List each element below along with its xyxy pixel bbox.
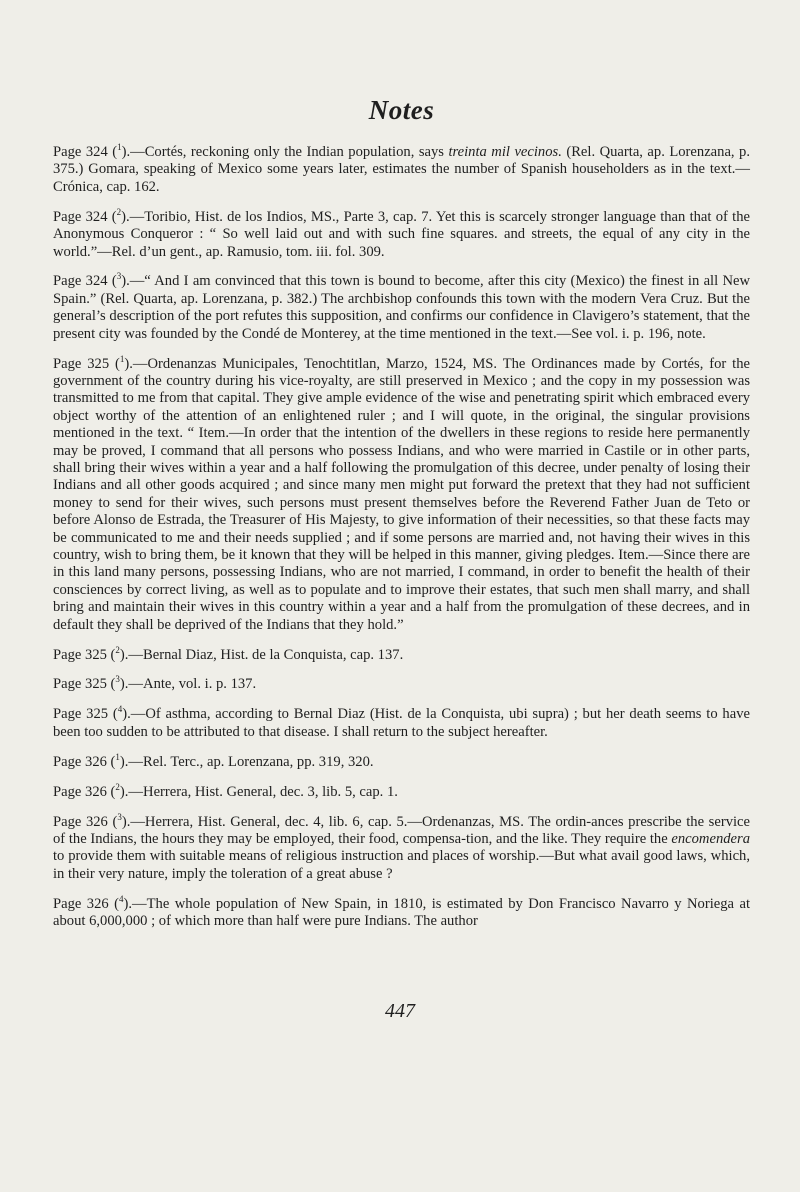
- note-text: ).—Ordenanzas Municipales, Tenochtitlan, Marzo, 1524, MS. The Ordinances made by Cortés, for the government of the country during his vice-royalty, are still preserved in Mexico ; and the copy in my possession was transmitted to me from that capital. They give ample evidence of the wise and penetrating spirit which embraced every object worthy of the attention of an enlightened ruler ; and I will quote, in the original, the singular provisions mentioned in the text. “ Item.—In order that the intention of the dwellers in these regions to reside here permanently may be proved, I command that all persons who possess Indians, and who were married in Castile or in other parts, shall bring their wives within a year and a half following the promulgation of this decree, under penalty of losing their Indians and all other goods acquired ; and since many men might put forward the pretext that they had not sufficient money to send for their wives, such persons must present themselves before the Reverend Father Juan de Teto or before Alonso de Estrada, the Treasurer of His Majesty, to give information of their necessities, so that these facts may be communicated to me and their needs supplied ; and if some persons are married and, not having their wives in this country, wish to bring them, be it known that they will be helped in this manner, giving pledges. Item.—Since there are in this land many persons, possessing Indians, who are not married, I command, in order to benefit the health of their consciences by correct living, as well as to populate and to improve their estates, that such men shall marry, and shall bring and maintain their wives in this country within a year and a half from the promulgation of these decrees, and in default they shall be deprived of the Indians that they hold.”: [53, 355, 750, 633]
- note-footnote-number: 3: [117, 811, 122, 822]
- note-paragraph: [53, 751, 750, 771]
- note-paragraph: [53, 206, 750, 261]
- note-paragraph: [53, 676, 750, 693]
- note-footnote-number: 1: [119, 353, 125, 364]
- note-text: ).—Toribio, Hist. de los Indios, MS., Parte 3, cap. 7. Yet this is scarcely stronger language than that of the Anonymous Conqueror : “ So well laid out and with such fine squares. and streets, the equal of any city in the world.”—Rel. d’un gent., ap. Ramusio, tom. iii. fol. 309.: [53, 208, 750, 260]
- note-paragraph: [53, 811, 750, 884]
- note-paragraph: [53, 644, 750, 664]
- page-number: 447: [385, 1000, 415, 1022]
- note-page-ref: Page 325 (: [53, 676, 116, 693]
- note-text: ).—Ante, vol. i. p. 137.: [119, 676, 257, 693]
- note-text: ).—The whole population of New Spain, in 1810, is estimated by Don Francisco Navarro y Noriega at about 6,000,000 ; of which more than half were pure Indians. The author: [53, 895, 750, 930]
- note-text: ).—Bernal Diaz, Hist. de la Conquista, cap. 137.: [119, 646, 404, 663]
- note-paragraph: [53, 706, 750, 741]
- note-footnote-number: 2: [115, 781, 120, 792]
- note-page-ref: Page 324 (: [53, 144, 118, 160]
- note-text: ).—Herrera, Hist. General, dec. 3, lib. 5, cap. 1.: [119, 783, 398, 800]
- note-footnote-number: 3: [115, 674, 120, 685]
- note-text: to provide them with suitable means of religious instruction and places of worship.—But what avail good laws, which, in their very nature, imply the toleration of a great abuse ?: [53, 848, 750, 882]
- note-footnote-number: 1: [117, 142, 122, 153]
- note-text: ).—Herrera, Hist. General, dec. 4, lib. 6, cap. 5.—Ordenanzas, MS. The ordin-ances prescribe the service of the Indians, the hours they may be employed, their food, compensa-tion, and the like. They require the: [53, 813, 750, 847]
- note-footnote-number: 2: [115, 644, 120, 655]
- note-footnote-number: 1: [115, 751, 120, 762]
- note-page-ref: Page 324 (: [53, 273, 117, 290]
- note-paragraph: [53, 893, 750, 931]
- note-paragraph: [53, 781, 750, 801]
- note-text: ).—Cortés, reckoning only the Indian population, says: [121, 144, 449, 160]
- note-footnote-number: 2: [116, 206, 122, 217]
- note-text: ).—Rel. Terc., ap. Lorenzana, pp. 319, 320.: [119, 753, 374, 770]
- note-text: (Rel. Quarta, ap. Lorenzana, p. 375.) Gomara, speaking of Mexico some years later, estimates the number of Spanish householders as in the text.—Crónica, cap. 162.: [53, 144, 750, 195]
- note-page-ref: Page 325 (: [53, 646, 116, 663]
- note-paragraph: [53, 144, 750, 196]
- page-title: Notes: [368, 95, 435, 125]
- note-page-ref: Page 326 (: [53, 813, 118, 830]
- note-text: ).—“ And I am convinced that this town is bound to become, after this city (Mexico) the finest in all New Spain.” (Rel. Quarta, ap. Lorenzana, p. 382.) The archbishop confounds this town with the modern Vera Cruz. But the general’s description of the port refutes this supposition, and confirms our confidence in Clavigero’s statement, that the present city was founded by the Condé de Monterey, at the time mentioned in the text.—See vol. i. p. 196, note.: [53, 273, 751, 342]
- note-paragraph: [53, 353, 750, 635]
- note-footnote-number: 4: [119, 893, 124, 904]
- note-page-ref: Page 325 (: [53, 706, 118, 723]
- note-footnote-number: 4: [117, 704, 123, 715]
- notes-list: [53, 144, 750, 930]
- note-italic-text: encomendera: [671, 830, 750, 847]
- note-footnote-number: 3: [116, 271, 122, 282]
- note-page-ref: Page 325 (: [53, 355, 120, 372]
- note-italic-text: treinta mil vecinos.: [448, 144, 562, 160]
- note-page-ref: Page 324 (: [53, 208, 117, 225]
- note-paragraph: [53, 273, 750, 343]
- note-page-ref: Page 326 (: [53, 783, 116, 800]
- note-page-ref: Page 326 (: [53, 895, 120, 912]
- note-page-ref: Page 326 (: [53, 753, 116, 770]
- note-text: ).—Of asthma, according to Bernal Diaz (Hist. de la Conquista, ubi supra) ; but her death seems to have been too sudden to be attributed to that disease. I shall return to the subject hereafter.: [53, 706, 750, 740]
